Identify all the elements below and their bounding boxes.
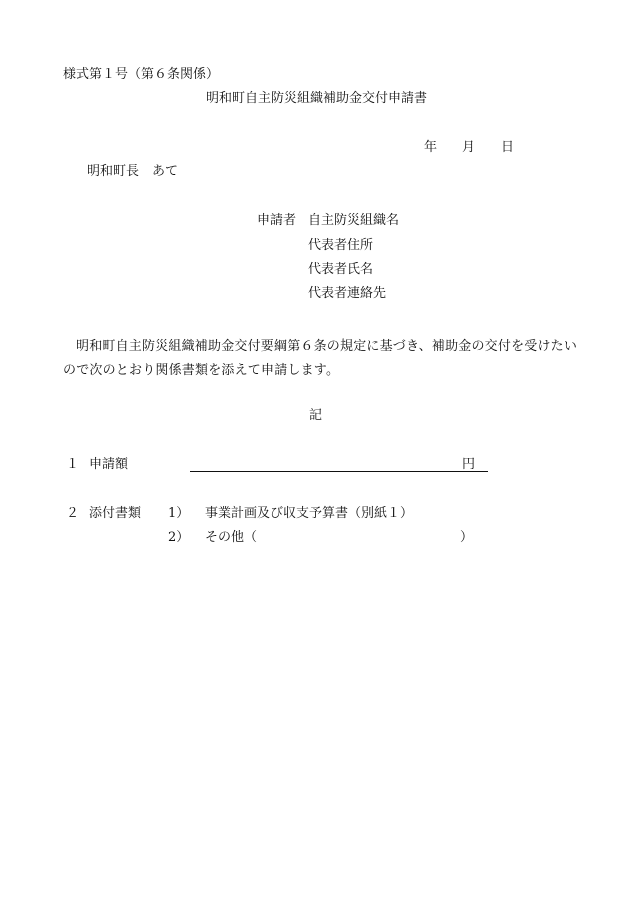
application-statement: 明和町自主防災組織補助金交付要綱第６条の規定に基づき、補助金の交付を受けたいので次のとおり関係書類を添えて申請します。 xyxy=(63,339,578,378)
ki-heading: 記 xyxy=(309,408,323,423)
item-amount-label: 申請額 xyxy=(89,457,129,472)
applicant-field-organization-name: 自主防災組織名 xyxy=(308,213,400,228)
applicant-label: 申請者 xyxy=(257,213,297,228)
attachment-1-text: 事業計画及び収支予算書（別紙１） xyxy=(205,506,414,521)
amount-entry-line xyxy=(190,471,488,472)
attachment-1-number: 1） xyxy=(168,506,190,521)
item-attachments-label: 添付書類 xyxy=(89,506,142,521)
date-year-label: 年 xyxy=(424,140,438,155)
attachment-2-text: その他（ xyxy=(205,530,258,545)
addressee: 明和町長 あて xyxy=(87,164,179,179)
applicant-field-representative-name: 代表者氏名 xyxy=(308,262,374,277)
document-title: 明和町自主防災組織補助金交付申請書 xyxy=(206,91,428,106)
applicant-field-representative-address: 代表者住所 xyxy=(308,238,374,253)
amount-unit: 円 xyxy=(462,457,476,472)
item-amount-number: １ xyxy=(66,457,80,472)
applicant-field-representative-contact: 代表者連絡先 xyxy=(308,286,387,301)
item-attachments-number: ２ xyxy=(66,506,80,521)
attachment-2-close-paren: ） xyxy=(460,530,474,545)
attachment-2-number: 2） xyxy=(168,530,190,545)
form-number: 様式第１号（第６条関係） xyxy=(63,67,220,82)
date-day-label: 日 xyxy=(501,140,515,155)
date-month-label: 月 xyxy=(462,140,476,155)
